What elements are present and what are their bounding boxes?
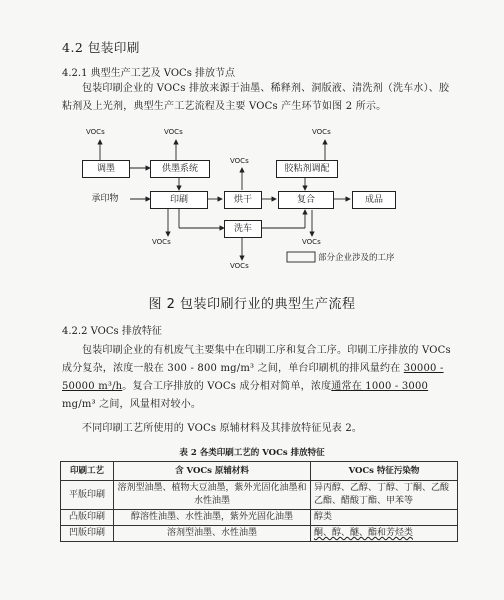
box-jiaonian: 胶粘剂调配 [276, 160, 338, 178]
para-2-text: 。复合工序排放的 VOCs 成分相对简单，浓度 [122, 381, 332, 392]
table-cell: 醇溶性油墨、水性油墨，紫外光固化油墨 [114, 510, 311, 526]
box-gongmo: 供墨系统 [150, 160, 210, 178]
table-header: 印刷工艺 [61, 462, 114, 481]
paragraph-2 [62, 342, 460, 414]
table-cell: 溶剂型油墨、植物大豆油墨，紫外光固化油墨和水性油墨 [114, 481, 311, 510]
para-2-text: mg/m³ 之间，风量相对较小。 [62, 399, 202, 410]
box-chengpin: 成品 [352, 191, 396, 209]
table-cell: 凸版印刷 [61, 510, 114, 526]
para-2-airflow: 30000 - 50000 m³/h [62, 363, 444, 392]
table-header-row [61, 462, 458, 481]
subsection-title-1: 4.2.1 典型生产工艺及 VOCs 排放节点 [62, 68, 236, 79]
table-row [61, 510, 458, 526]
diagram-legend: 部分企业涉及的工序 [318, 253, 395, 263]
table-cell: 酮、醇、醚、酯和芳烃类 [311, 526, 458, 542]
table-cell: 异丙醇、乙醇、丁醇、丁酮、乙酸乙酯、醋酸丁酯、甲苯等 [311, 481, 458, 510]
vocs-label: VOCs [230, 157, 249, 165]
table-cell: 醇类 [311, 510, 458, 526]
paragraph-1: 包装印刷企业的 VOCs 排放来源于油墨、稀释剂、洞版液、清洗剂（洗车水）、胶粘剂及上光剂，典型生产工艺流程及主要 VOCs 产生环节如图 2 所示。 [62, 83, 450, 112]
para-2-text: 包装印刷企业的有机废气主要集中在印刷工序和复合工序。印刷工序排放的 VOCs 成分复杂，浓度一般在 300 - 800 mg/m³ 之间，单台印刷机的排风量约在 [62, 345, 451, 374]
section-title: 4.2 包装印刷 [62, 40, 140, 55]
vocs-label: VOCs [86, 128, 105, 136]
subsection-title-2: 4.2.2 VOCs 排放特征 [62, 326, 162, 337]
paragraph-3: 不同印刷工艺所使用的 VOCs 原辅材料及其排放特征见表 2。 [82, 423, 363, 434]
figure-caption: 图 2 包装印刷行业的典型生产流程 [148, 297, 356, 312]
process-flow-diagram [80, 124, 440, 279]
table-row [61, 481, 458, 510]
box-fuhe: 复合 [278, 191, 334, 209]
box-chengyinwu: 承印物 [91, 194, 119, 204]
vocs-label: VOCs [152, 238, 171, 246]
table-cell: 溶剂型油墨、水性油墨 [114, 526, 311, 542]
vocs-table [60, 461, 458, 542]
vocs-label: VOCs [312, 128, 331, 136]
table-caption: 表 2 各类印刷工艺的 VOCs 排放特征 [179, 448, 325, 458]
box-yinshua: 印刷 [150, 191, 208, 209]
box-tiaomo: 调墨 [82, 160, 130, 178]
table-header: 含 VOCs 原辅材料 [114, 462, 311, 481]
box-xiche: 洗车 [224, 220, 262, 238]
vocs-label: VOCs [164, 128, 183, 136]
vocs-label: VOCs [230, 262, 249, 270]
vocs-label: VOCs [302, 238, 321, 246]
table-cell: 平版印刷 [61, 481, 114, 510]
box-honggan: 烘干 [224, 191, 262, 209]
table-row [61, 526, 458, 542]
table-header: VOCs 特征污染物 [311, 462, 458, 481]
table-cell: 凹版印刷 [61, 526, 114, 542]
para-2-concentration: 通常在 1000 - 3000 [331, 381, 429, 392]
